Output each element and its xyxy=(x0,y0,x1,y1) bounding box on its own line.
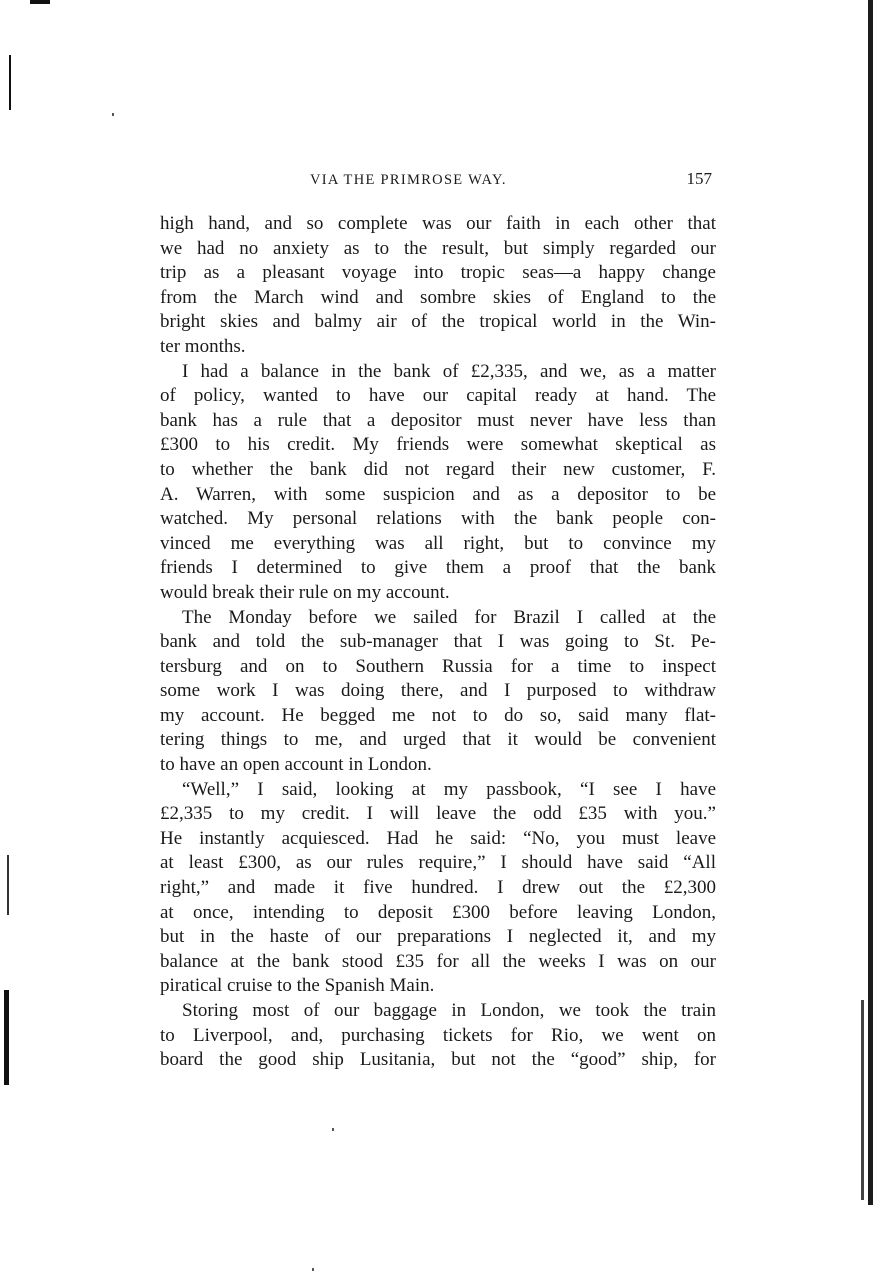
text-line: of policy, wanted to have our capital ready at hand. The xyxy=(160,385,716,407)
body-text xyxy=(160,212,716,1073)
text-line: tering things to me, and urged that it would be convenient xyxy=(160,729,716,751)
scan-mark xyxy=(4,990,9,1085)
text-line: ter months. xyxy=(160,335,246,357)
text-line: high hand, and so complete was our faith in each other that xyxy=(160,213,716,234)
text-line: right,” and made it five hundred. I drew out the £2,300 xyxy=(160,877,716,899)
text-line: trip as a pleasant voyage into tropic seas—a happy change xyxy=(160,262,716,284)
scan-mark xyxy=(30,0,50,4)
text-line: A. Warren, with some suspicion and as a depositor to be xyxy=(160,483,716,505)
page-edge-shadow xyxy=(861,1000,864,1200)
scan-speck xyxy=(332,1128,334,1131)
text-line: piratical cruise to the Spanish Main. xyxy=(160,975,435,997)
text-line: watched. My personal relations with the bank people con- xyxy=(160,508,716,530)
text-line: to Liverpool, and, purchasing tickets for Rio, we went on xyxy=(160,1024,716,1046)
running-title: VIA THE PRIMROSE WAY. xyxy=(310,172,507,188)
text-line: “Well,” I said, looking at my passbook, “I see I have xyxy=(182,778,716,800)
text-line: my account. He begged me not to do so, said many flat- xyxy=(160,704,716,726)
text-line: board the good ship Lusitania, but not the “good” ship, for xyxy=(160,1049,716,1071)
scan-mark xyxy=(9,55,11,110)
text-line: balance at the bank stood £35 for all the weeks I was on our xyxy=(160,950,716,972)
text-line: vinced me everything was all right, but to convince my xyxy=(160,532,716,554)
text-line: to whether the bank did not regard their new customer, F. xyxy=(160,458,716,480)
text-line: £300 to his credit. My friends were somewhat skeptical as xyxy=(160,434,716,456)
text-line: bank and told the sub-manager that I was going to St. Pe- xyxy=(160,631,716,653)
text-line: would break their rule on my account. xyxy=(160,581,450,603)
text-line: at once, intending to deposit £300 before leaving London, xyxy=(160,901,716,923)
text-line: bank has a rule that a depositor must never have less than xyxy=(160,409,716,431)
text-line: some work I was doing there, and I purposed to withdraw xyxy=(160,680,716,702)
text-line: bright skies and balmy air of the tropical world in the Win- xyxy=(160,311,716,333)
text-line: at least £300, as our rules require,” I should have said “All xyxy=(160,852,716,874)
running-header xyxy=(160,169,716,196)
text-line: to have an open account in London. xyxy=(160,754,432,776)
page-number: 157 xyxy=(686,169,712,188)
text-line: from the March wind and sombre skies of England to the xyxy=(160,286,716,308)
text-line: we had no anxiety as to the result, but simply regarded our xyxy=(160,237,716,259)
text-line: I had a balance in the bank of £2,335, and we, as a matter xyxy=(182,360,716,382)
text-line: tersburg and on to Southern Russia for a time to inspect xyxy=(160,655,716,677)
scan-speck xyxy=(312,1268,314,1271)
scan-speck xyxy=(112,113,114,116)
scan-mark xyxy=(7,855,9,915)
text-line: He instantly acquiesced. Had he said: “No, you must leave xyxy=(160,827,716,849)
text-line: The Monday before we sailed for Brazil I called at the xyxy=(182,606,716,628)
text-line: £2,335 to my credit. I will leave the odd £35 with you.” xyxy=(160,803,716,825)
text-line: but in the haste of our preparations I neglected it, and my xyxy=(160,926,716,948)
page-edge-shadow xyxy=(868,0,873,1205)
text-line: friends I determined to give them a proof that the bank xyxy=(160,557,716,579)
text-line: Storing most of our baggage in London, we took the train xyxy=(182,1000,716,1021)
